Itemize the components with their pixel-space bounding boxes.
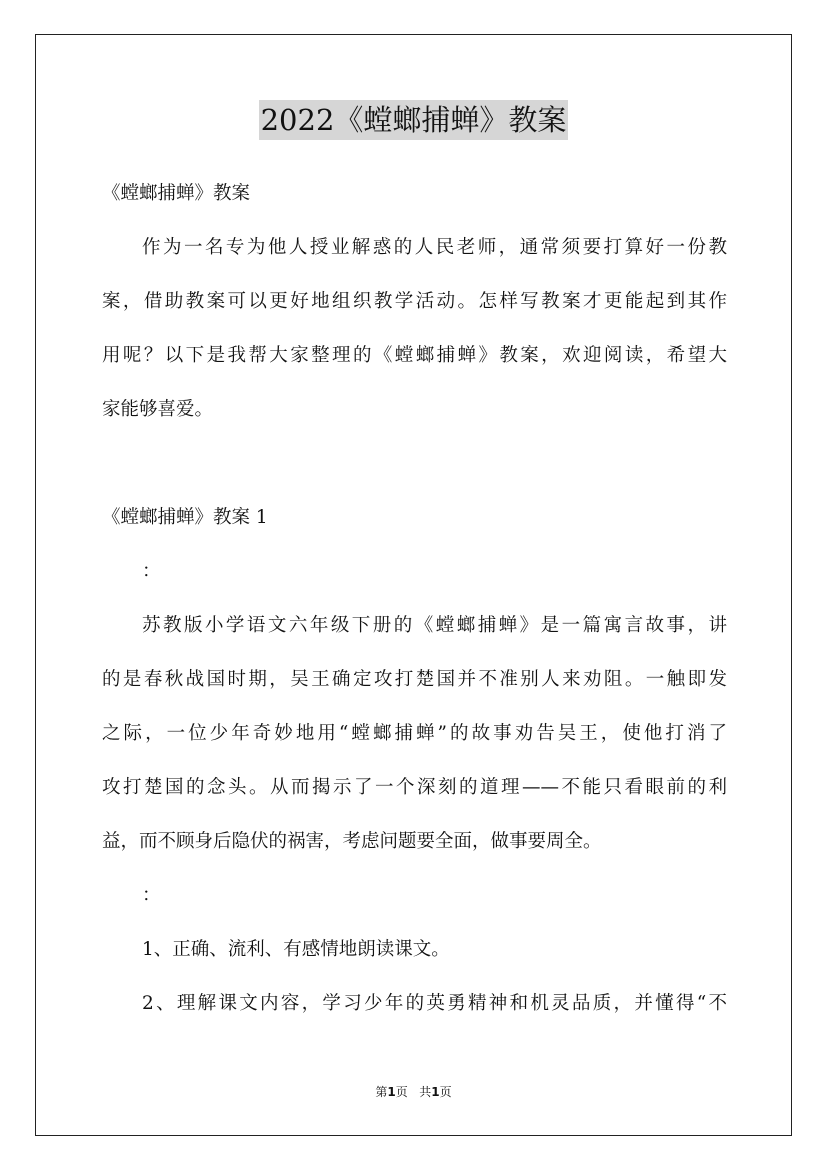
document-title: 2022《螳螂捕蝉》教案: [259, 100, 569, 140]
analysis-line-3: 之际，一位少年奇妙地用“螳螂捕蝉”的故事劝告吴王，使他打消了: [102, 723, 727, 744]
analysis-line-4: 攻打楚国的念头。从而揭示了一个深刻的道理——不能只看眼前的利: [102, 777, 727, 798]
total-label-suffix: 页: [439, 1085, 452, 1099]
subheading: 《螳螂捕蝉》教案: [102, 183, 251, 204]
goal-item-2: 2、理解课文内容，学习少年的英勇精神和机灵品质，并懂得“不: [142, 993, 727, 1014]
page-label-suffix: 页: [395, 1085, 408, 1099]
analysis-line-1: 苏教版小学语文六年级下册的《螳螂捕蝉》是一篇寓言故事，讲: [142, 615, 727, 636]
goal-item-1: 1、正确、流利、有感情地朗读课文。: [142, 939, 450, 960]
page-label-prefix: 第: [375, 1085, 388, 1099]
analysis-line-2: 的是春秋战国时期，吴王确定攻打楚国并不准别人来劝阻。一触即发: [102, 669, 727, 690]
document-body: [102, 176, 727, 1022]
title-container: [0, 100, 827, 140]
intro-line-1: 作为一名专为他人授业解惑的人民老师，通常须要打算好一份教: [142, 237, 727, 258]
section-heading: 《螳螂捕蝉》教案 1: [102, 507, 268, 528]
page-number: 1: [387, 1085, 396, 1099]
total-pages: 1: [431, 1085, 440, 1099]
intro-line-4: 家能够喜爱。: [102, 399, 214, 420]
total-label-prefix: 共: [419, 1085, 432, 1099]
analysis-line-5: 益，而不顾身后隐伏的祸害，考虑问题要全面，做事要周全。: [102, 831, 602, 852]
intro-line-2: 案，借助教案可以更好地组织教学活动。怎样写教案才更能起到其作: [102, 291, 727, 312]
colon-label-1: ：: [142, 561, 161, 582]
intro-line-3: 用呢？以下是我帮大家整理的《螳螂捕蝉》教案，欢迎阅读，希望大: [102, 345, 727, 366]
page-footer: [0, 1084, 827, 1100]
colon-label-2: ：: [142, 885, 161, 906]
